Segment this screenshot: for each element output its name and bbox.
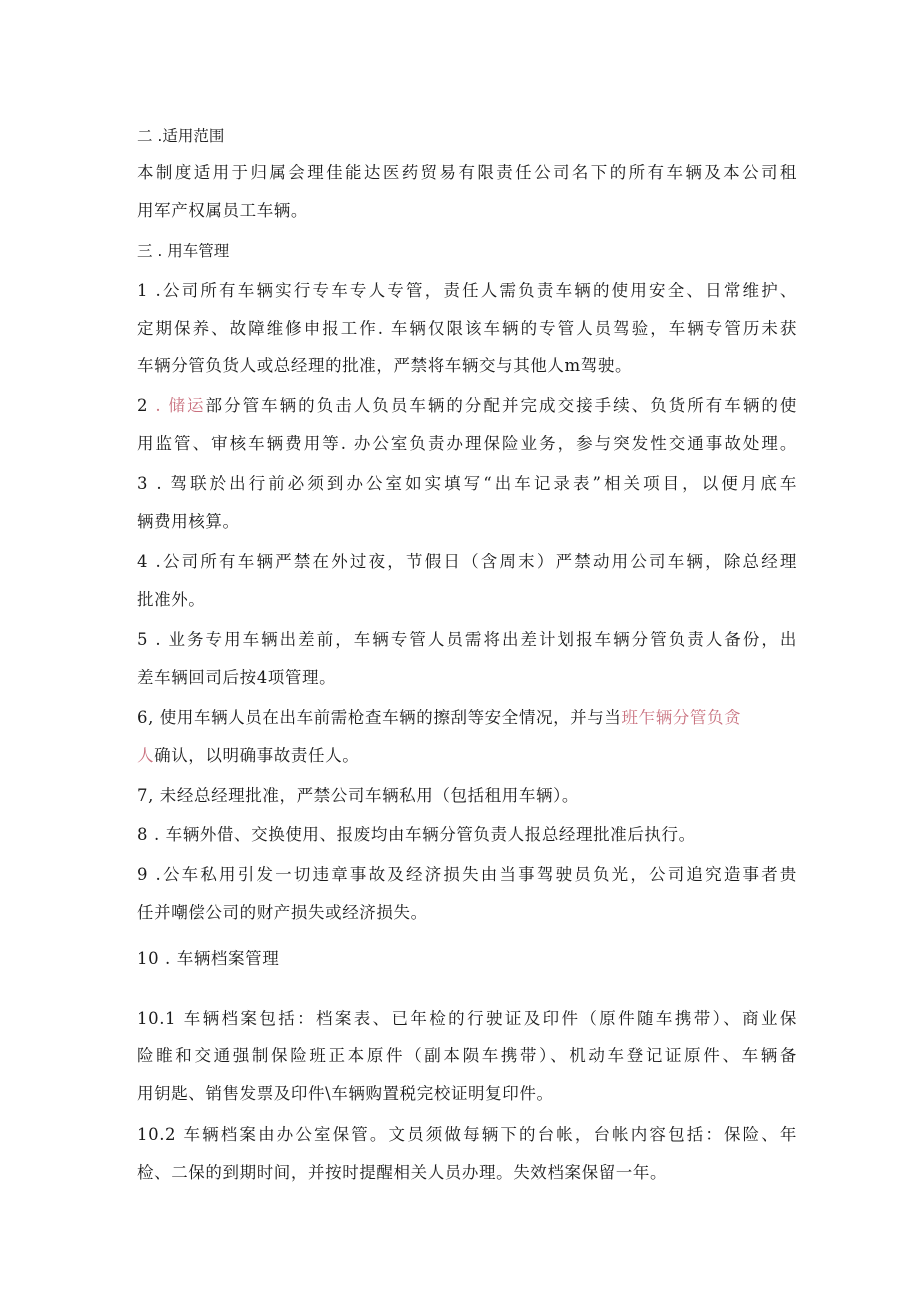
item-6-line-1-text: 6, 使用车辆人员在出车前需枪查车辆的擦刮等安全情况，并与当: [137, 708, 622, 727]
item-8: 8 . 车辆外借、交换使用、报废均由车辆分管负责人报总经理批准后执行。: [137, 825, 696, 844]
item-5-line-1: 5 . 业务专用车辆出差前，车辆专管人员需将出差计划报车辆分管负责人备份，出: [137, 630, 797, 649]
item-2-line-1-rest: 部分管车辆的负击人负员车辆的分配并完成交接手续、负货所有车辆的使: [205, 396, 797, 415]
item-9-line-2: 任并嘲偿公司的财产损失或经济损失。: [137, 903, 428, 922]
item-7: 7, 未经总经理批准，严禁公司车辆私用（包括租用车辆）。: [137, 786, 580, 805]
section-3-heading-rest: 车管理: [182, 242, 230, 260]
item-6-highlight-2: 人: [137, 746, 155, 765]
item-5-line-2: 差车辆回司后按4项管理。: [137, 668, 337, 687]
item-10-heading: 10 . 车辆档案管理: [137, 949, 280, 968]
section-2-heading: 二 .适用范围: [137, 127, 225, 145]
item-10-2-line-2: 检、二保的到期时间，并按时提醒相关人员办理。失效档案保留一年。: [137, 1163, 668, 1182]
item-6-line-2: [137, 745, 797, 767]
section-3-heading: [137, 240, 797, 262]
item-2-line-1: [137, 395, 797, 417]
item-6-highlight-1: 班乍辆分管负贪: [621, 708, 742, 727]
item-1-line-2: 定期保养、故障维修申报工作. 车辆仅限该车辆的专管人员驾验，车辆专管历未获: [137, 319, 797, 338]
item-10-1-line-3: 用钥匙、销售发票及印件\车辆购置税完校证明复印件。: [137, 1084, 554, 1103]
section-2-body-line-1: 本制度适用于归属会理佳能达医药贸易有限责任公司名下的所有车辆及本公司租: [137, 163, 797, 182]
item-2-highlight: . 储运: [155, 396, 206, 415]
item-1-line-1: 1 .公司所有车辆实行专车专人专管，责任人需负责车辆的使用安全、日常维护、: [137, 281, 797, 300]
item-10-2-line-1: 10.2 车辆档案由办公室保管。文员须做每辆下的台帐，台帐内容包括：保险、年: [137, 1125, 797, 1144]
item-1-line-3: 车辆分管负货人或总经理的批准，严禁将车辆交与其他人m驾驶。: [137, 356, 633, 375]
item-2-line-2: 用监管、审核车辆费用等. 办公室负责办理保险业务，参与突发性交通事故处理。: [137, 434, 797, 453]
item-6-line-2-text: 确认，以明确事故责任人。: [154, 746, 360, 765]
item-2-number: 2: [137, 396, 156, 415]
item-10-1-line-2: 险睢和交通强制保险班正本原件（副本陨车携带）、机动车登记证原件、车辆备: [137, 1046, 797, 1065]
section-3-heading-prefix: 三 . 用: [137, 242, 183, 260]
item-4-line-2: 批准外。: [137, 590, 206, 609]
item-4-line-1: 4 .公司所有车辆严禁在外过夜，节假日（含周末）严禁动用公司车辆，除总经理: [137, 552, 797, 571]
item-10-1-line-1: 10.1 车辆档案包括：档案表、已年检的行驶证及印件（原件随车携带）、商业保: [137, 1009, 797, 1028]
item-3-line-2: 辆费用核算。: [137, 512, 240, 531]
item-9-line-1: 9 .公车私用引发一切违章事故及经济损失由当事驾驶员负光，公司追究造事者贵: [137, 865, 797, 884]
item-3-line-1: 3 . 驾联於出行前必须到办公室如实填写“出车记录表”相关项目，以便月底车: [137, 474, 797, 493]
item-6-line-1: [137, 707, 797, 729]
section-2-body-line-2: 用军产权属员工车辆。: [137, 201, 308, 220]
